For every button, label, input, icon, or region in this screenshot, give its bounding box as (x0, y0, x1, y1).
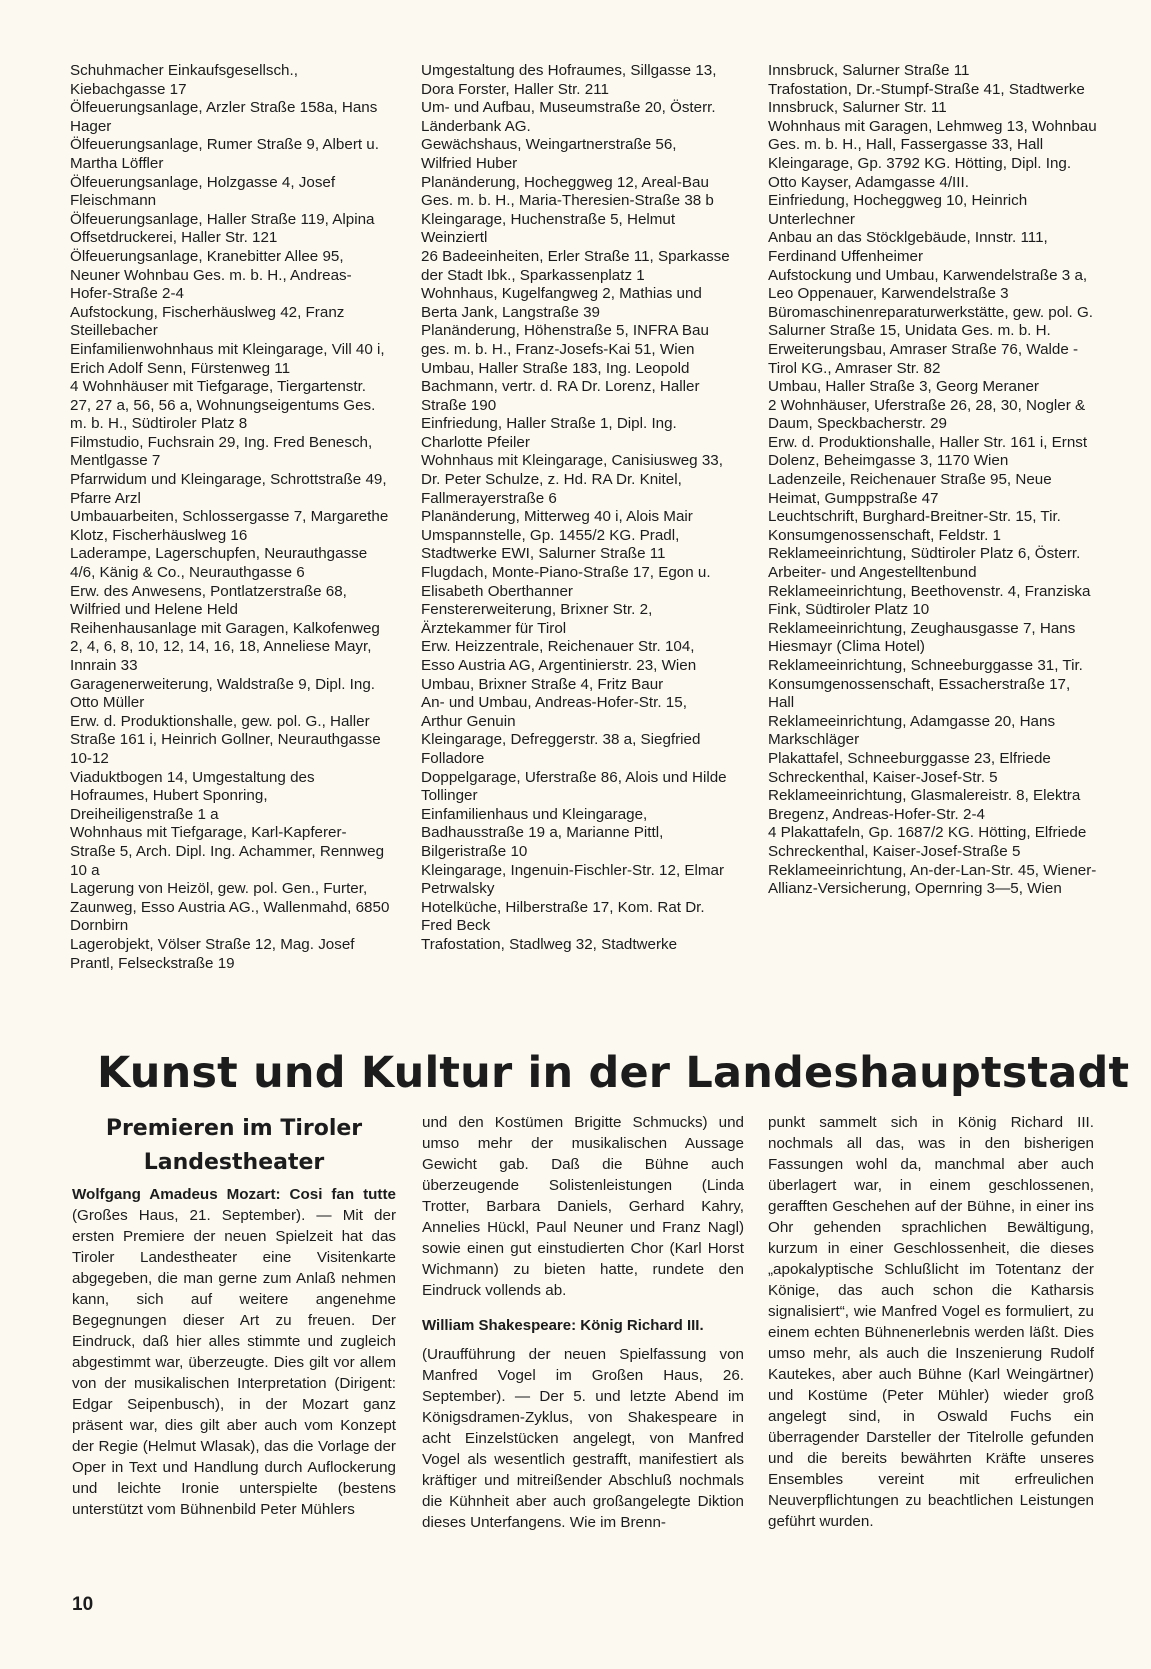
listing-entry: Planänderung, Mitterweg 40 i, Alois Mair (421, 508, 693, 526)
listing-entry: Ölfeuerungsanlage, Holzgasse 4, Josef Fleischmann (70, 173, 336, 210)
listing-entry: Lagerung von Heizöl, gew. pol. Gen., Furter, Zaunweg, Esso Austria AG., Wallenmahd, 6850 Dornbirn (70, 880, 390, 935)
listing-entry: Doppelgarage, Uferstraße 86, Alois und Hilde Tollinger (421, 768, 727, 805)
article-column-1 (72, 1112, 396, 1520)
listing-entry: Umspannstelle, Gp. 1455/2 KG. Pradl, Stadtwerke EWI, Salurner Straße 11 (421, 526, 680, 563)
listing-entry: Reklameeinrichtung, Zeughausgasse 7, Hans Hiesmayr (Clima Hotel) (768, 619, 1076, 656)
cosi-continuation: und den Kostümen Brigitte Schmucks) und umso mehr der musikalischen Aussage Gewicht gab. Daß die Bühne auch überzeugende Solistenleistungen (Linda Trotter, Barbara Daniels, Gerhard Kahry, Annelies Hückl, Paul Neuner und Franz Nagl) sowie einen gut einstudierten Chor (Karl Horst Wichmann) zu bieten hatte, rundete den Eindruck vollends ab. (422, 1114, 744, 1299)
section-headline: Kunst und Kultur in der Landeshauptstadt (97, 1048, 1130, 1098)
listing-entry: Einfamilienwohnhaus mit Kleingarage, Vill 40 i, Erich Adolf Senn, Fürstenweg 11 (70, 340, 385, 377)
richard-title: William Shakespeare: König Richard III. (422, 1317, 704, 1334)
listing-entry: Kleingarage, Ingenuin-Fischler-Str. 12, Elmar Petrwalsky (421, 861, 725, 898)
listing-entry: 26 Badeeinheiten, Erler Straße 11, Sparkasse der Stadt Ibk., Sparkassenplatz 1 (421, 247, 730, 284)
listing-entry: Hotelküche, Hilberstraße 17, Kom. Rat Dr. Fred Beck (421, 898, 705, 935)
listing-entry: Plakattafel, Schneeburggasse 23, Elfriede Schreckenthal, Kaiser-Josef-Str. 5 (768, 749, 1051, 786)
listing-entry: Innsbruck, Salurner Straße 11 (768, 62, 970, 79)
listing-entry: Wohnhaus mit Garagen, Lehmweg 13, Wohnbau Ges. m. b. H., Hall, Fassergasse 33, Hall (768, 117, 1097, 154)
listing-entry: Kleingarage, Huchenstraße 5, Helmut Weinziertl (421, 210, 676, 247)
listing-entry: Büromaschinenreparaturwerkstätte, gew. pol. G. Salurner Straße 15, Unidata Ges. m. b. H. (768, 303, 1094, 340)
cosi-lead: Wolfgang Amadeus Mozart: Cosi fan tutte (72, 1186, 396, 1203)
richard-continuation: punkt sammelt sich in König Richard III. nochmals all das, was in den bisherigen Fassungen wohl da, manchmal aber auch überlagert war, in einem geschlossenen, gerafften Geschehen auf der Bühne, in einer ins Ohr gehenden sprachlichen Bewältigung, kurzum in einer Geschlossenheit, die dieses „apokalyptische Schlußlicht im Totentanz der Könige, das auch schon die Katharsis signalisiert“, wie Manfred Vogel es formuliert, zu einem echten Bühnenerlebnis werden läßt. Dies umso mehr, als auch die Inszenierung Rudolf Kautekes, aber auch Bühne (Karl Weingärtner) und Kostüme (Peter Mühler) wieder groß angelegt sind, in Oswald Fuchs ein überragender Darsteller der Titelrolle gefunden und die bereits bewährten Kräfte unseres Ensembles vereint mit erfreulichen Neuverpflichtungen zu beachtlichen Leistungen geführt wurden. (768, 1114, 1094, 1530)
listing-entry: An- und Umbau, Andreas-Hofer-Str. 15, Arthur Genuin (421, 694, 687, 730)
listing-entry: Kleingarage, Gp. 3792 KG. Hötting, Dipl. Ing. Otto Kayser, Adamgasse 4/III. (768, 154, 1072, 191)
listing-entry: Erweiterungsbau, Amraser Straße 76, Walde - Tirol KG., Amraser Str. 82 (768, 340, 1079, 377)
listing-entry: Reklameeinrichtung, Glasmalereistr. 8, Elektra Bregenz, Andreas-Hofer-Str. 2-4 (768, 787, 1081, 823)
cosi-text: (Großes Haus, 21. September). — Mit der ersten Premiere der neuen Spielzeit hat das Tiroler Landestheater eine Visitenkarte abgegeben, die man gerne zum Anlaß nehmen kann, sich auf weitere angenehme Begegnungen dieser Art zu freuen. Der Eindruck, daß hier alles stimmte und zugleich abgestimmt war, überzeugte. Dies gilt vor allem von der musikalischen Interpretation (Dirigent: Edgar Seipenbusch), in der Mozart ganz präsent war, dies gilt aber auch vom Konzept der Regie (Helmut Wlasak), das die Vorlage der Oper in Text und Handlung durch Auflockerung und leichte Ironie unterspielte (bestens unterstützt vom Bühnenbild Peter Mühlers (72, 1207, 396, 1518)
listing-entry: Leuchtschrift, Burghard-Breitner-Str. 15, Tir. Konsumgenossenschaft, Feldstr. 1 (768, 508, 1061, 544)
listing-column-1 (70, 62, 390, 973)
listing-column-3 (768, 62, 1098, 899)
listing-entry: Reklameeinrichtung, Beethovenstr. 4, Franziska Fink, Südtiroler Platz 10 (768, 582, 1091, 619)
listing-entry: Fenstererweiterung, Brixner Str. 2, Ärztekammer für Tirol (421, 601, 653, 637)
listing-entry: Umbau, Haller Straße 183, Ing. Leopold Bachmann, vertr. d. RA Dr. Lorenz, Haller Straße 190 (421, 359, 700, 414)
richard-text: (Uraufführung der neuen Spielfassung von Manfred Vogel im Großen Haus, 26. September). — Der 5. und letzte Abend im Königsdramen-Zyklus, von Shakespeare in acht Einzelstücken angelegt, von Manfred Vogel als wesentlich gestrafft, manifestiert als kräftiger und mitreißender Abschluß nochmals die Kühnheit aber auch großangelegte Diktion dieses Unterfangens. Wie im Brenn- (422, 1346, 744, 1531)
article-subhead: Premieren im Tiroler Landestheater (105, 1116, 363, 1175)
article-column-2 (422, 1112, 744, 1533)
listing-entry: Umbau, Brixner Straße 4, Fritz Baur (421, 675, 664, 693)
listing-entry: Erw. Heizzentrale, Reichenauer Str. 104, Esso Austria AG, Argentinierstr. 23, Wien (421, 638, 697, 674)
listing-entry: Wohnhaus mit Kleingarage, Canisiusweg 33, Dr. Peter Schulze, z. Hd. RA Dr. Knitel, Fallmerayerstraße 6 (421, 452, 723, 507)
listing-entry: Um- und Aufbau, Museumstraße 20, Österr. Länderbank AG. (421, 99, 716, 135)
listing-entry: 4 Plakattafeln, Gp. 1687/2 KG. Hötting, Elfriede Schreckenthal, Kaiser-Josef-Straße 5 (768, 824, 1087, 860)
listing-entry: Filmstudio, Fuchsrain 29, Ing. Fred Benesch, Mentlgasse 7 (70, 433, 373, 470)
page-number: 10 (72, 1594, 94, 1615)
listing-entry: Reklameeinrichtung, An-der-Lan-Str. 45, Wiener-Allianz-Versicherung, Opernring 3—5, Wien (768, 861, 1097, 898)
listing-entry: Ladenzeile, Reichenauer Straße 95, Neue Heimat, Gumppstraße 47 (768, 471, 1052, 507)
listing-entry: Reihenhausanlage mit Garagen, Kalkofenweg 2, 4, 6, 8, 10, 12, 14, 16, 18, Anneliese Mayr, Innrain 33 (70, 619, 380, 674)
listing-entry: Trafostation, Stadlweg 32, Stadtwerke (421, 935, 678, 953)
listing-entry: Erw. d. Produktionshalle, Haller Str. 161 i, Ernst Dolenz, Beheimgasse 3, 1170 Wien (768, 433, 1088, 470)
listing-entry: Garagenerweiterung, Waldstraße 9, Dipl. Ing. Otto Müller (70, 675, 376, 712)
listing-entry: Kleingarage, Defreggerstr. 38 a, Siegfried Folladore (421, 731, 701, 767)
listing-entry: Anbau an das Stöcklgebäude, Innstr. 111, Ferdinand Uffenheimer (768, 229, 1048, 265)
listing-entry: Lagerobjekt, Völser Straße 12, Mag. Josef Prantl, Felseckstraße 19 (70, 935, 355, 972)
listing-entry: Erw. des Anwesens, Pontlatzerstraße 68, Wilfried und Helene Held (70, 582, 347, 619)
listing-entry: Umbauarbeiten, Schlossergasse 7, Margarethe Klotz, Fischerhäuslweg 16 (70, 508, 389, 544)
listing-entry: Aufstockung und Umbau, Karwendelstraße 3 a, Leo Oppenauer, Karwendelstraße 3 (768, 266, 1088, 303)
cosi-paragraph (72, 1184, 396, 1520)
listing-entry: Wohnhaus, Kugelfangweg 2, Mathias und Berta Jank, Langstraße 39 (421, 285, 702, 321)
listing-entry: Trafostation, Dr.-Stumpf-Straße 41, Stadtwerke Innsbruck, Salurner Str. 11 (768, 80, 1085, 117)
listing-entry: Ölfeuerungsanlage, Rumer Straße 9, Albert u. Martha Löffler (70, 136, 379, 172)
listing-entry: Ölfeuerungsanlage, Arzler Straße 158a, Hans Hager (70, 99, 378, 135)
listing-entry: Planänderung, Höhenstraße 5, INFRA Bau ges. m. b. H., Franz-Josefs-Kai 51, Wien (421, 322, 709, 358)
article-column-3 (768, 1112, 1094, 1532)
listing-entry: Schuhmacher Einkaufsgesellsch., Kiebachgasse 17 (70, 62, 298, 98)
listing-entry: Laderampe, Lagerschupfen, Neurauthgasse 4/6, Känig & Co., Neurauthgasse 6 (70, 545, 368, 582)
listing-entry: Erw. d. Produktionshalle, gew. pol. G., Haller Straße 161 i, Heinrich Gollner, Neurauthgasse 10-12 (70, 712, 381, 767)
listing-entry: Gewächshaus, Weingartnerstraße 56, Wilfried Huber (421, 136, 677, 172)
listing-entry: 4 Wohnhäuser mit Tiefgarage, Tiergartenstr. 27, 27 a, 56, 56 a, Wohnungseigentums Ges. m. b. H., Südtiroler Platz 8 (70, 378, 376, 433)
listing-entry: Flugdach, Monte-Piano-Straße 17, Egon u. Elisabeth Oberthanner (421, 564, 711, 600)
listing-entry: Umgestaltung des Hofraumes, Sillgasse 13, Dora Forster, Haller Str. 211 (421, 62, 717, 98)
listing-column-2 (421, 62, 731, 955)
listing-entry: 2 Wohnhäuser, Uferstraße 26, 28, 30, Nogler & Daum, Speckbacherstr. 29 (768, 396, 1086, 433)
listing-entry: Einfriedung, Hocheggweg 10, Heinrich Unterlechner (768, 192, 1028, 228)
listing-entry: Einfamilienhaus und Kleingarage, Badhausstraße 19 a, Marianne Pittl, Bilgeristraße 10 (421, 805, 664, 860)
listing-entry: Reklameeinrichtung, Südtiroler Platz 6, Österr. Arbeiter- und Angestelltenbund (768, 545, 1081, 582)
listing-entry: Ölfeuerungsanlage, Kranebitter Allee 95, Neuner Wohnbau Ges. m. b. H., Andreas-Hofer-Straße 2-4 (70, 247, 352, 303)
listing-entry: Reklameeinrichtung, Schneeburggasse 31, Tir. Konsumgenossenschaft, Essacherstraße 17, Hall (768, 657, 1083, 712)
listing-entry: Einfriedung, Haller Straße 1, Dipl. Ing. Charlotte Pfeiler (421, 415, 677, 451)
listing-entry: Aufstockung, Fischerhäuslweg 42, Franz Steillebacher (70, 303, 345, 340)
listing-entry: Ölfeuerungsanlage, Haller Straße 119, Alpina Offsetdruckerei, Haller Str. 121 (70, 210, 375, 247)
listing-entry: Pfarrwidum und Kleingarage, Schrottstraße 49, Pfarre Arzl (70, 471, 387, 507)
listing-entry: Umbau, Haller Straße 3, Georg Meraner (768, 378, 1039, 396)
listing-entry: Viaduktbogen 14, Umgestaltung des Hofraumes, Hubert Sponring, Dreiheiligenstraße 1 a (70, 768, 315, 823)
listing-entry: Wohnhaus mit Tiefgarage, Karl-Kapferer-Straße 5, Arch. Dipl. Ing. Achammer, Rennweg 10 a (70, 824, 385, 879)
listing-entry: Planänderung, Hocheggweg 12, Areal-Bau Ges. m. b. H., Maria-Theresien-Straße 38 b (421, 173, 714, 210)
listing-entry: Reklameeinrichtung, Adamgasse 20, Hans Markschläger (768, 712, 1056, 749)
